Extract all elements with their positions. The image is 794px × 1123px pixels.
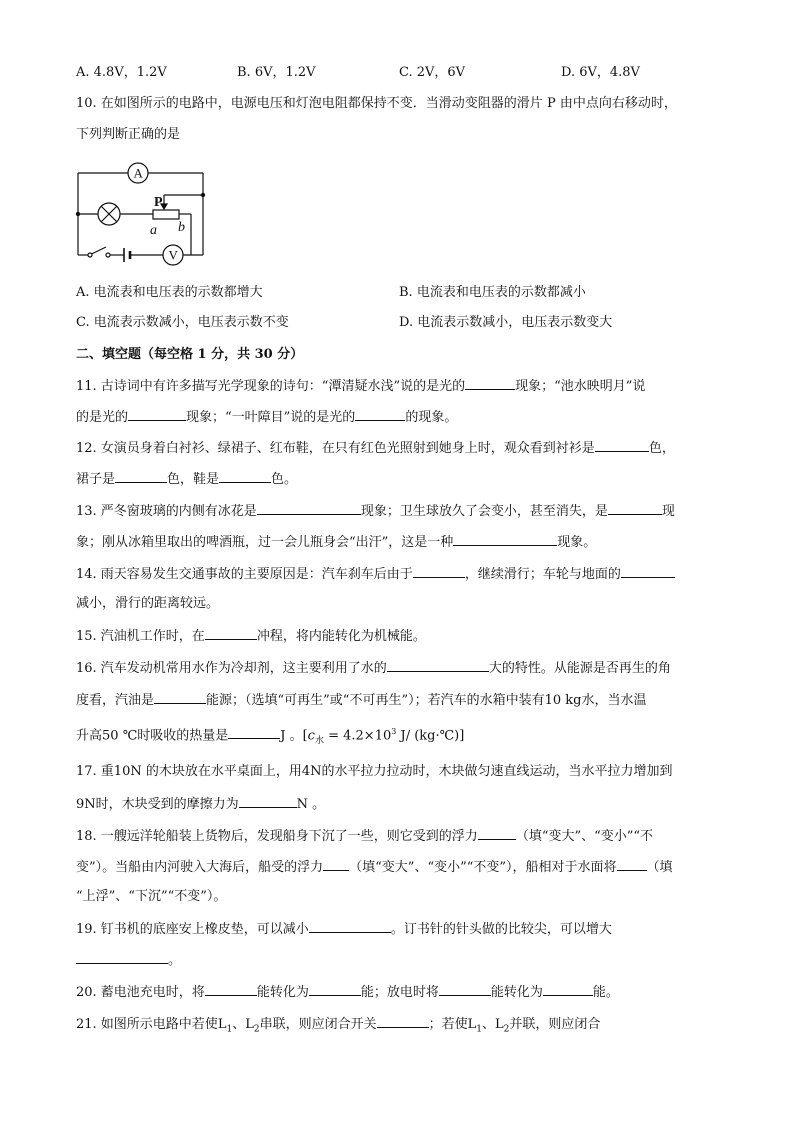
answer-blank[interactable] — [608, 501, 662, 515]
answer-blank[interactable] — [621, 564, 675, 578]
voltmeter-label: V — [168, 247, 178, 263]
answer-blank[interactable] — [453, 532, 557, 546]
q9-option-b: B. 6V，1.2V — [237, 65, 316, 80]
answer-blank[interactable] — [377, 1014, 429, 1028]
q11-line-1: 11. 古诗词中有许多描写光学现象的诗句：“潭清疑水浅”说的是光的 现象；“池水映明月”说 — [76, 376, 645, 396]
answer-blank[interactable] — [219, 469, 271, 483]
answer-blank[interactable] — [115, 469, 167, 483]
q19-line-2: 。 — [76, 950, 181, 970]
answer-blank[interactable] — [239, 794, 297, 808]
q18-line-1: 18. 一艘远洋轮船装上货物后，发现船身下沉了一些，则它受到的浮力 （填“变大”、“变小”“不 — [76, 826, 653, 846]
junction-dot — [76, 212, 80, 216]
q9-option-d: D. 6V，4.8V — [561, 65, 640, 80]
answer-blank[interactable] — [543, 982, 593, 996]
answer-blank[interactable] — [439, 982, 491, 996]
q17-line-2: 9N时，木块受到的摩擦力为 N 。 — [76, 794, 325, 814]
switch-lever — [92, 247, 107, 254]
q10-option-b: B. 电流表和电压表的示数都减小 — [399, 285, 586, 300]
q18-line-3: “上浮”、“下沉”“不变”）。 — [76, 889, 227, 904]
answer-blank[interactable] — [413, 564, 465, 578]
section-heading: 二、填空题（每空格 1 分，共 30 分） — [76, 347, 304, 362]
answer-blank[interactable] — [128, 407, 186, 421]
q10-option-c: C. 电流表示数减小，电压表示数不变 — [76, 315, 289, 330]
q12-line-1: 12. 女演员身着白衬衫、绿裙子、红布鞋，在只有红色光照射到她身上时，观众看到衬衫是 色， — [76, 438, 675, 458]
answer-blank[interactable] — [309, 919, 391, 933]
q10-option-d: D. 电流表示数减小，电压表示数变大 — [399, 315, 613, 330]
q9-option-c: C. 2V，6V — [399, 65, 466, 80]
answer-blank[interactable] — [355, 407, 405, 421]
answer-blank[interactable] — [228, 725, 280, 739]
q16-line-3: 升高50 ℃时吸收的热量是 J 。[$c_水 = 4.2\times 10^3$ J/ (kg·℃)] — [76, 727, 465, 746]
q10-circuit-diagram — [70, 158, 220, 270]
q15-line-1: 15. 汽油机工作时，在 冲程，将内能转化为机械能。 — [76, 626, 426, 646]
answer-blank[interactable] — [465, 376, 515, 390]
q11-line-2: 的是光的 现象；“一叶障目”说的是光的 的现象。 — [76, 407, 457, 427]
answer-blank[interactable] — [154, 690, 206, 704]
answer-blank[interactable] — [205, 626, 257, 640]
rheostat-resistor — [153, 210, 179, 219]
q13-line-2: 象；刚从冰箱里取出的啤酒瓶，过一会儿瓶身会“出汗”，这是一种 现象。 — [76, 532, 596, 552]
q16-line-1: 16. 汽车发动机常用水作为冷却剂，这主要利用了水的 大的特性。从能源是否再生的角 — [76, 658, 671, 678]
ammeter-label: A — [133, 165, 143, 181]
q12-line-2: 裙子是 色，鞋是 色。 — [76, 469, 297, 489]
q21-line-1: 21. 如图所示电路中若使$L_1$、$L_2$串联，则应闭合开关 ；若使$L_1$、$L_2$并联，则应闭合 — [76, 1014, 600, 1039]
answer-blank[interactable] — [387, 658, 489, 672]
q10-stem-line-1: 10. 在如图所示的电路中，电源电压和灯泡电阻都保持不变．当滑动变阻器的滑片 P 由中点向右移动时， — [76, 96, 677, 111]
q10-option-a: A. 电流表和电压表的示数都增大 — [76, 285, 263, 300]
answer-blank[interactable] — [323, 857, 349, 871]
q19-line-1: 19. 钉书机的底座安上橡皮垫，可以减小 。订书针的针头做的比较尖，可以增大 — [76, 919, 612, 939]
answer-blank[interactable] — [595, 438, 649, 452]
answer-blank[interactable] — [257, 501, 361, 515]
end-b-label: b — [178, 220, 185, 235]
slider-label: P — [154, 195, 163, 210]
answer-blank[interactable] — [309, 982, 361, 996]
q14-line-2: 减小，滑行的距离较远。 — [76, 596, 220, 611]
q20-line-1: 20. 蓄电池充电时，将 能转化为 能；放电时将 能转化为 能。 — [76, 982, 619, 1002]
answer-blank[interactable] — [76, 950, 168, 964]
q16-line-2: 度看，汽油是 能源；（选填“可再生”或“不可再生”）；若汽车的水箱中装有10 kg水，当水温 — [76, 690, 647, 710]
answer-blank[interactable] — [617, 857, 647, 871]
q17-line-1: 17. 重10N 的木块放在水平桌面上，用4N的水平拉力拉动时，木块做匀速直线运动，当水平拉力增加到 — [76, 764, 673, 779]
q18-line-2: 变”）。当船由内河驶入大海后，船受的浮力 （填“变大”、“变小”“不变”），船相对于水面将 （填 — [76, 857, 673, 877]
end-a-label: a — [150, 223, 157, 238]
junction-dot — [201, 193, 205, 197]
q10-stem-line-2: 下列判断正确的是 — [76, 127, 181, 142]
q9-option-a: A. 4.8V，1.2V — [76, 65, 167, 80]
q14-line-1: 14. 雨天容易发生交通事故的主要原因是：汽车刹车后由于 ，继续滑行；车轮与地面的 — [76, 564, 675, 584]
q13-line-1: 13. 严冬窗玻璃的内侧有冰花是 现象；卫生球放久了会变小，甚至消失，是 现 — [76, 501, 675, 521]
answer-blank[interactable] — [205, 982, 257, 996]
answer-blank[interactable] — [478, 826, 516, 840]
